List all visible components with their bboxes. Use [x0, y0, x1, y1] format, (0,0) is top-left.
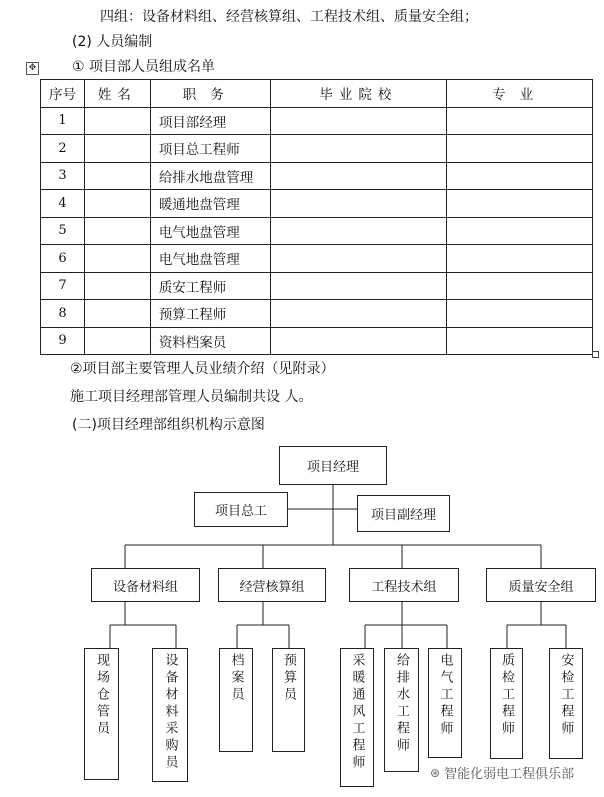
cell-position[interactable]: 资料档案员	[150, 327, 270, 355]
cell-num[interactable]: 3	[41, 162, 85, 190]
cell-num[interactable]: 5	[41, 217, 85, 245]
wechat-icon: ⊛	[430, 765, 441, 780]
groups-line: 四组：设备材料组、经营核算组、工程技术组、质量安全组；	[100, 9, 478, 25]
cell-num[interactable]: 6	[41, 245, 85, 273]
table-move-icon[interactable]: ✥	[26, 62, 39, 75]
org-box-equipment-group: 设备材料组	[91, 568, 200, 602]
cell-position[interactable]: 电气地盘管理	[150, 217, 270, 245]
cell-position[interactable]: 暖通地盘管理	[150, 190, 270, 218]
org-role-electrical-engineer: 电气工程师	[428, 648, 462, 758]
org-role-safety-engineer: 安检工程师	[549, 648, 583, 759]
cell-num[interactable]: 2	[41, 135, 85, 163]
org-box-manager: 项目经理	[279, 446, 387, 485]
org-role-hvac-engineer: 采暖通风工程师	[340, 648, 374, 787]
header-num: 序号	[41, 80, 85, 108]
cell-position[interactable]: 电气地盘管理	[150, 245, 270, 273]
header-major: 专业	[447, 80, 593, 108]
roster-heading: ① 项目部人员组成名单	[72, 59, 216, 75]
cell-num[interactable]: 8	[41, 300, 85, 328]
cell-position[interactable]: 预算工程师	[150, 300, 270, 328]
watermark-text: 智能化弱电工程俱乐部	[444, 767, 575, 782]
header-school: 毕业院校	[270, 80, 447, 108]
watermark	[430, 763, 574, 782]
org-role-plumbing-engineer: 给排水工程师	[384, 648, 419, 772]
cell-num[interactable]: 7	[41, 272, 85, 300]
org-role-purchaser: 设备材料采购员	[152, 648, 188, 782]
cell-position[interactable]: 项目部经理	[150, 107, 270, 135]
org-box-accounting-group: 经营核算组	[218, 568, 326, 602]
cell-position[interactable]: 质安工程师	[150, 272, 270, 300]
org-box-deputy-manager: 项目副经理	[357, 495, 450, 532]
cell-num[interactable]: 1	[41, 107, 85, 135]
org-box-technical-group: 工程技术组	[349, 568, 459, 602]
org-role-archivist: 档案员	[219, 648, 253, 752]
cell-num[interactable]: 4	[41, 190, 85, 218]
header-position: 职务	[150, 80, 270, 108]
total-line: 施工项目经理部管理人员编制共设 人。	[70, 389, 313, 405]
org-role-warehouse: 现场仓管员	[84, 648, 119, 780]
cell-position[interactable]: 给排水地盘管理	[150, 162, 270, 190]
org-role-quality-engineer: 质检工程师	[490, 648, 523, 759]
header-name: 姓名	[84, 80, 150, 108]
intro-line: ②项目部主要管理人员业绩介绍（见附录）	[70, 361, 335, 377]
org-role-estimator: 预算员	[272, 648, 305, 752]
cell-position[interactable]: 项目总工程师	[150, 135, 270, 163]
org-box-safety-group: 质量安全组	[486, 568, 596, 602]
org-heading: (二)项目经理部组织机构示意图	[72, 417, 265, 433]
org-box-chief-engineer: 项目总工	[194, 492, 288, 527]
cell-num[interactable]: 9	[41, 327, 85, 355]
staffing-heading: (2) 人员编制	[72, 34, 153, 50]
